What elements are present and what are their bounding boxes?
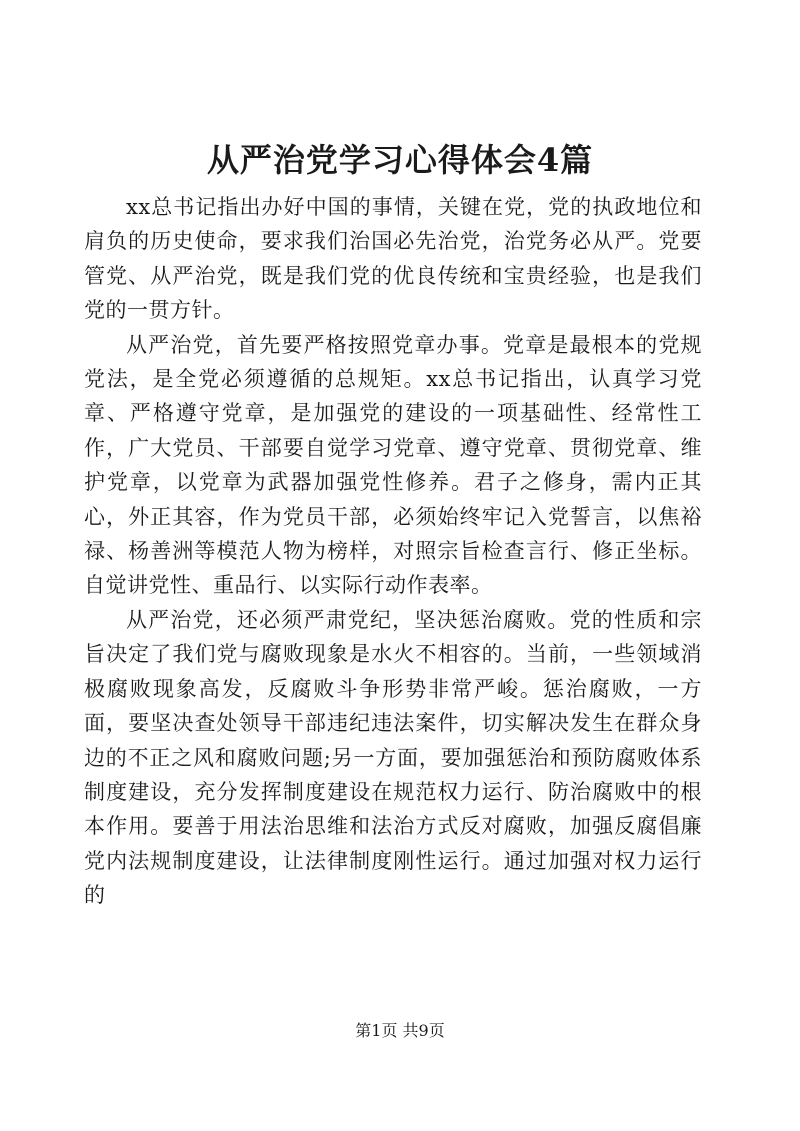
page-title: 从严治党学习心得体会4篇 [206,141,594,179]
paragraph-3: 从严治党，还必须严肃党纪，坚决惩治腐败。党的性质和宗旨决定了我们党与腐败现象是水火不相容的。当前，一些领域消极腐败现象高发，反腐败斗争形势非常严峻。惩治腐败，一方面，要坚决查处领导干部违纪违法案件，切实解决发生在群众身边的不正之风和腐败问题;另一方面，要加强惩治和预防腐败体系制度建设，充分发挥制度建设在规范权力运行、防治腐败中的根本作用。要善于用法治思维和法治方式反对腐败，加强反腐倡廉党内法规制度建设，让法律制度刚性运行。通过加强对权力运行的 [84,607,702,908]
page-number: 第1页 共9页 [355,1021,445,1040]
paragraph-2: 从严治党，首先要严格按照党章办事。党章是最根本的党规党法，是全党必须遵循的总规矩。xx总书记指出，认真学习党章、严格遵守党章，是加强党的建设的一项基础性、经常性工作，广大党员、干部要自觉学习党章、遵守党章、贯彻党章、维护党章，以党章为武器加强党性修养。君子之修身，需内正其心，外正其容，作为党员干部，必须始终牢记入党誓言，以焦裕禄、杨善洲等模范人物为榜样，对照宗旨检查言行、修正坐标。自觉讲党性、重品行、以实际行动作表率。 [84,332,702,598]
paragraph-1: xx总书记指出办好中国的事情，关键在党，党的执政地位和肩负的历史使命，要求我们治国必先治党，治党务必从严。党要管党、从严治党，既是我们党的优良传统和宝贵经验，也是我们党的一贯方针。 [84,195,702,323]
document-body [84,190,702,913]
